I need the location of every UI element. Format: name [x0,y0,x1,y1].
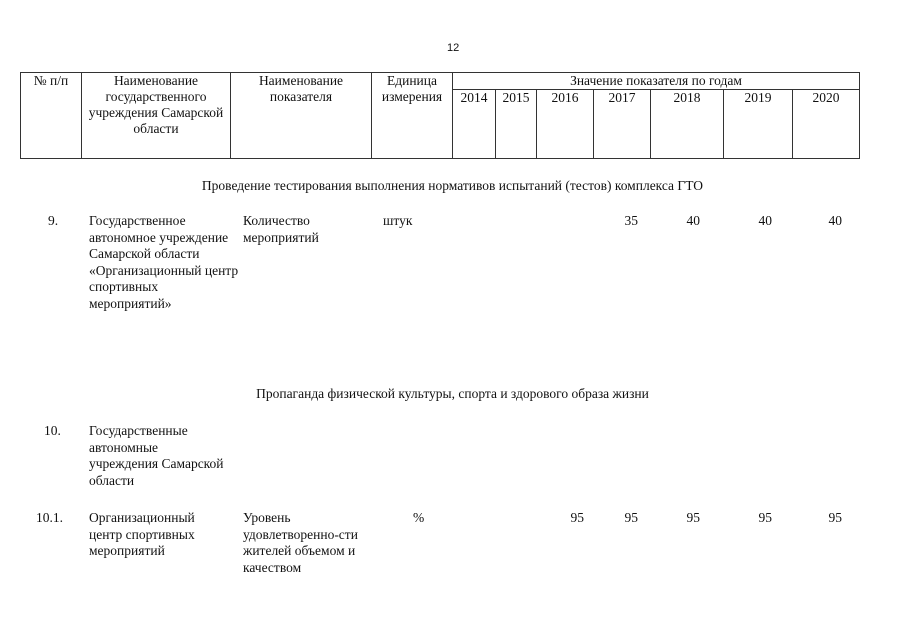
row-institution: Организационный центр спортивных мероприятий [89,510,195,558]
row-value-2020: 40 [828,213,842,228]
row-value-2019: 40 [758,213,772,228]
row-value-2018: 95 [686,510,700,525]
row-num: 10.1. [36,510,63,525]
header-year: 2019 [724,90,793,159]
row-value-2016: 95 [570,510,584,525]
header-institution: Наименование государственного учреждения Самарской области [82,73,231,159]
table-header [20,72,860,159]
header-year: 2014 [453,90,496,159]
header-values: Значение показателя по годам [453,73,860,90]
row-num: 10. [44,423,61,438]
header-year: 2015 [496,90,537,159]
row-unit: штук [383,213,413,228]
row-unit: % [413,510,425,525]
header-year: 2018 [651,90,724,159]
row-indicator: Количество мероприятий [243,213,319,245]
header-year: 2020 [793,90,860,159]
row-value-2020: 95 [828,510,842,525]
row-institution: Государственное автономное учреждение Самарской области «Организационный центр спортивных мероприятий» [89,213,239,311]
section-title: Проведение тестирования выполнения нормативов испытаний (тестов) комплекса ГТО [201,178,704,193]
row-value-2017: 95 [624,510,638,525]
header-year: 2017 [594,90,651,159]
header-num: № п/п [21,73,82,159]
row-value-2018: 40 [686,213,700,228]
page-number: 12 [447,42,460,54]
row-value-2017: 35 [624,213,638,228]
row-indicator: Уровень удовлетворенно-сти жителей объемом и качеством [243,510,358,575]
row-institution: Государственные автономные учреждения Самарской области [89,423,224,488]
row-num: 9. [48,213,59,228]
header-year: 2016 [537,90,594,159]
header-indicator: Наименование показателя [231,73,372,159]
header-unit: Единица измерения [372,73,453,159]
row-value-2019: 95 [758,510,772,525]
section-title: Пропаганда физической культуры, спорта и здорового образа жизни [256,386,649,401]
